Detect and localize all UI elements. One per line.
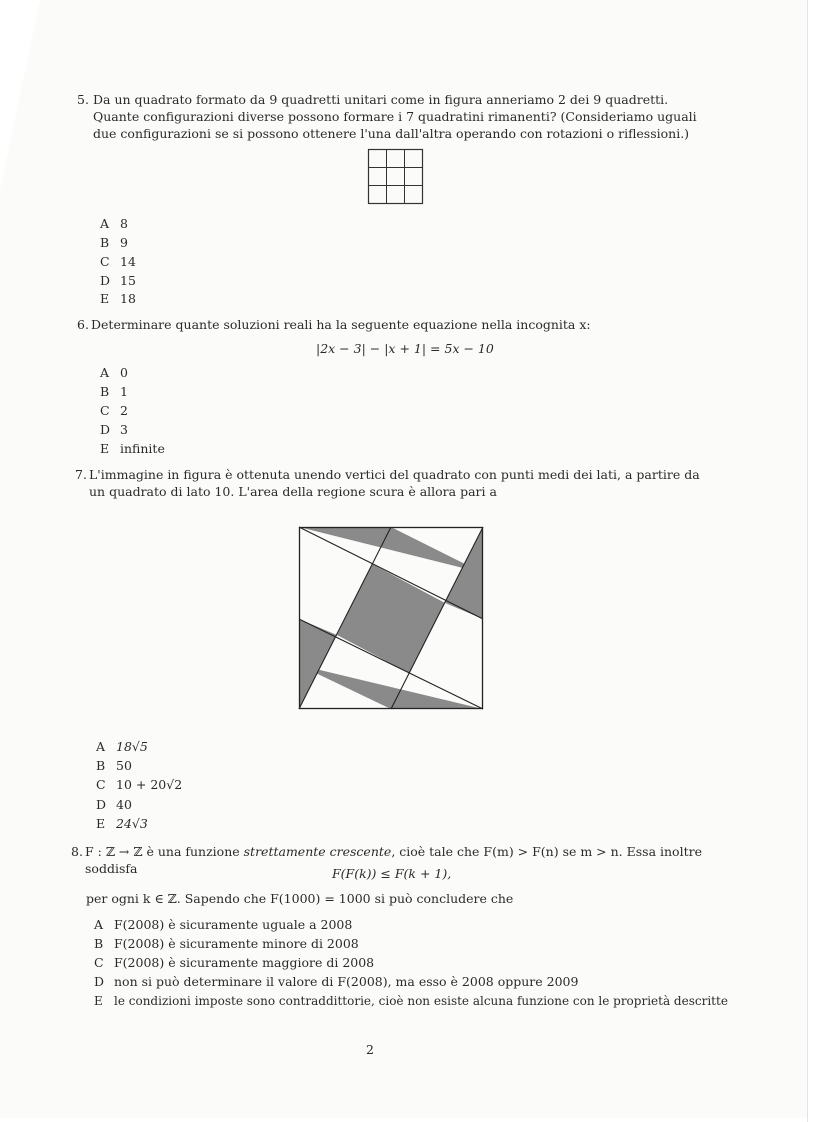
dark-triangle-top bbox=[299, 527, 483, 573]
question-8-condition: per ogni k ∈ ℤ. Sapendo che F(1000) = 1000 si può concludere che bbox=[86, 891, 514, 906]
equation: |2x − 3| − |x + 1| = 5x − 10 bbox=[316, 341, 494, 356]
option-5-a[interactable]: A 8 bbox=[100, 216, 128, 231]
question-number: 6. bbox=[77, 317, 89, 332]
option-8-a[interactable]: A F(2008) è sicuramente uguale a 2008 bbox=[94, 917, 353, 932]
option-6-a[interactable]: A 0 bbox=[100, 365, 128, 380]
option-5-b[interactable]: B 9 bbox=[100, 235, 128, 250]
question-number: 5. bbox=[77, 92, 89, 107]
question-text: Determinare quante soluzioni reali ha la seguente equazione nella incognita x: bbox=[91, 317, 591, 332]
dark-triangle-right bbox=[445, 527, 483, 619]
option-6-d[interactable]: D 3 bbox=[100, 422, 128, 437]
question-text-b: , cioè tale che F(m) > F(n) se m > n. Essa inoltre soddisfa bbox=[85, 844, 702, 876]
option-8-c[interactable]: C F(2008) è sicuramente maggiore di 2008 bbox=[94, 955, 375, 970]
question-5 bbox=[77, 91, 703, 142]
option-5-c[interactable]: C 14 bbox=[100, 254, 136, 269]
option-7-b[interactable]: B 50 bbox=[96, 758, 132, 773]
option-7-d[interactable]: D 40 bbox=[96, 797, 132, 812]
option-7-c[interactable]: C 10 + 20√2 bbox=[96, 777, 183, 792]
option-8-e[interactable]: E le condizioni imposte sono contraddittorie, cioè non esiste alcuna funzione con le proprietà descritte bbox=[94, 994, 728, 1008]
nine-square-grid bbox=[368, 149, 424, 205]
question-text-emphasis: strettamente crescente bbox=[243, 844, 392, 859]
option-5-e[interactable]: E 18 bbox=[100, 291, 136, 306]
question-text-a: F : ℤ → ℤ è una funzione bbox=[85, 844, 244, 859]
option-5-d[interactable]: D 15 bbox=[100, 273, 136, 288]
page-corner-fold bbox=[0, 0, 40, 190]
option-6-e[interactable]: E infinite bbox=[100, 441, 165, 456]
option-6-b[interactable]: B 1 bbox=[100, 384, 128, 399]
question-number: 8. bbox=[71, 844, 83, 859]
option-8-d[interactable]: D non si può determinare il valore di F(2008), ma esso è 2008 oppure 2009 bbox=[94, 974, 579, 989]
dark-triangle-bottom bbox=[299, 665, 483, 709]
question-6 bbox=[77, 316, 701, 333]
page-number: 2 bbox=[366, 1042, 374, 1057]
dark-central-square bbox=[337, 564, 445, 673]
inequality: F(F(k)) ≤ F(k + 1), bbox=[332, 866, 452, 881]
option-7-e[interactable]: E 24√3 bbox=[96, 816, 148, 831]
question-number: 7. bbox=[75, 467, 87, 482]
scan-edge bbox=[807, 0, 816, 1122]
square-figure bbox=[299, 527, 485, 711]
question-7 bbox=[75, 466, 704, 500]
question-text: L'immagine in figura è ottenuta unendo vertici del quadrato con punti medi dei lati, a partire da un quadrato di lato 10. L'area della regione scura è allora pari a bbox=[89, 467, 700, 499]
option-7-a[interactable]: A 18√5 bbox=[96, 739, 148, 754]
dark-triangle-left bbox=[299, 619, 337, 709]
option-8-b[interactable]: B F(2008) è sicuramente minore di 2008 bbox=[94, 936, 359, 951]
question-text: Da un quadrato formato da 9 quadretti unitari come in figura anneriamo 2 dei 9 quadretti. Quante configurazioni diverse possono formare i 7 quadratini rimanenti? (Consideriamo uguali due configurazioni se si possono ottenere l'una dall'altra operando con rotazioni o riflessioni.) bbox=[93, 92, 697, 141]
option-6-c[interactable]: C 2 bbox=[100, 403, 128, 418]
